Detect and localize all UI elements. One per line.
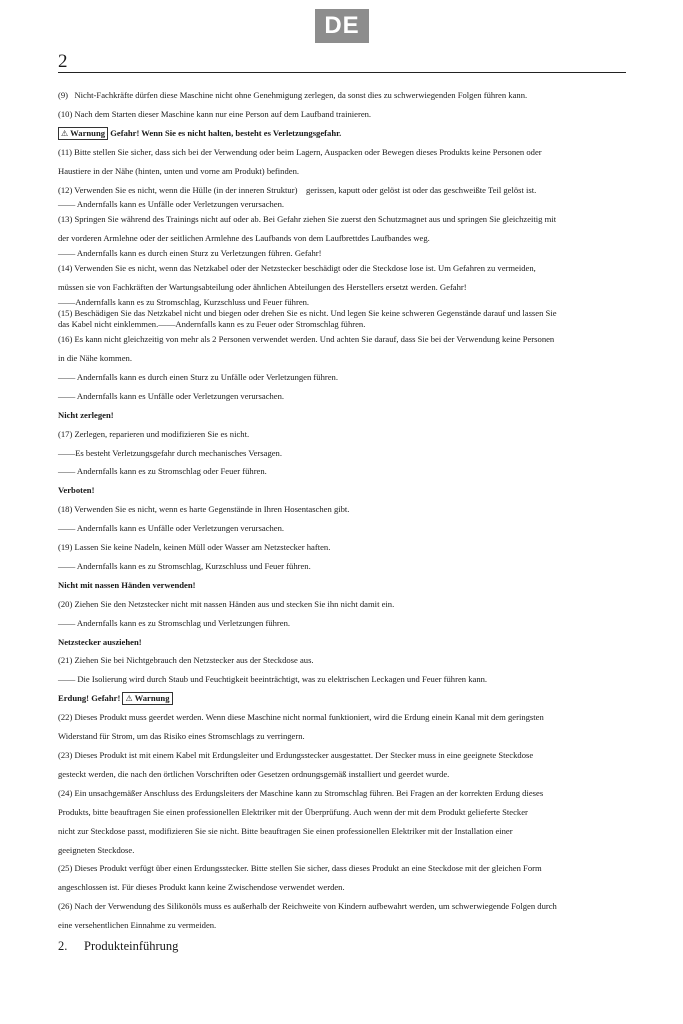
list-item-11: (11) Bitte stellen Sie sicher, dass sich bei der Verwendung oder beim Lagern, Auspacken oder Bewegen dieses Produkts keine Personen oder <box>58 146 542 157</box>
warning-triangle-icon-2: ⚠ <box>125 694 133 704</box>
list-item-19: (19) Lassen Sie keine Nadeln, keinen Müll oder Wasser am Netzstecker haften. <box>58 542 331 553</box>
list-item-17-note-1: ——Es besteht Verletzungsgefahr durch mechanisches Versagen. <box>58 447 283 458</box>
section-heading <box>58 935 628 957</box>
list-item-25-continued: angeschlossen ist. Für dieses Produkt kann keine Zwischendose verwendet werden. <box>58 882 345 893</box>
list-item-22: (22) Dieses Produkt muss geerdet werden. Wenn diese Maschine nicht normal funktioniert, wird die Erdung einein Kanal mit dem geringsten <box>58 712 544 723</box>
page-number: 2 <box>58 51 68 72</box>
warning-label <box>58 127 108 140</box>
list-item-18-note: —— Andernfalls kann es Unfälle oder Verletzungen verursachen. <box>58 523 285 534</box>
list-item-25: (25) Dieses Produkt verfügt über einen Erdungsstecker. Bitte stellen Sie sicher, dass dieses Produkt an eine Steckdose mit der gleichen Form <box>58 863 542 874</box>
list-item-26-continued: eine versehentlichen Einnahme zu vermeiden. <box>58 920 217 931</box>
heading-nasse-haende: Nicht mit nassen Händen verwenden! <box>58 579 196 590</box>
list-item-23-continued: gesteckt werden, die nach den örtlichen Vorschriften oder Gesetzen ordnungsgemäß installiert und geerdet wurde. <box>58 768 450 779</box>
heading-nicht-zerlegen: Nicht zerlegen! <box>58 409 114 420</box>
list-item-16: (16) Es kann nicht gleichzeitig von mehr als 2 Personen verwendet werden. Und achten Sie darauf, dass Sie bei der Verwendung keine Personen <box>58 334 555 345</box>
warning-label-text-2: Warnung <box>134 693 170 704</box>
heading-erdung: Erdung! Gefahr! <box>58 693 121 704</box>
list-item-26: (26) Nach der Verwendung des Silikonöls muss es außerhalb der Reichweite von Kindern aufbewahrt werden, um schwerwiegende Folgen durch <box>58 901 557 912</box>
list-item-13-continued: der vorderen Armlehne oder der seitlichen Armlehne des Laufbands von dem Laufbrettdes Laufbandes weg. <box>58 233 430 244</box>
list-item-24-continued-3: geeigneten Steckdose. <box>58 844 135 855</box>
list-item-24: (24) Ein unsachgemäßer Anschluss des Erdungsleiters der Maschine kann zu Stromschlag führen. Bei Fragen an der korrekten Erdung dieses <box>58 787 544 798</box>
list-item-20-note: —— Andernfalls kann es zu Stromschlag und Verletzungen führen. <box>58 617 291 628</box>
header-rule <box>58 72 626 73</box>
warning-triangle-icon: ⚠ <box>61 128 69 138</box>
list-item-24-continued-1: Produkts, bitte beauftragen Sie einen professionellen Elektriker mit der Überprüfung. Auch wenn der mit dem Produkt gelieferte Stecker <box>58 806 528 817</box>
warning-label-text: Warnung <box>70 127 106 138</box>
list-item-12: (12) Verwenden Sie es nicht, wenn die Hülle (in der inneren Struktur) gerissen, kaputt oder gelöst ist oder das geschweißte Teil gelöst ist. <box>58 184 537 195</box>
list-item-21: (21) Ziehen Sie bei Nichtgebrauch den Netzstecker aus der Steckdose aus. <box>58 655 314 666</box>
list-item-15-continued: das Kabel nicht einklemmen.——Andernfalls kann es zu Feuer oder Stromschlag führen. <box>58 319 366 330</box>
warning-label-2 <box>122 692 172 705</box>
heading-verboten: Verboten! <box>58 485 95 496</box>
list-item-16-note-1: —— Andernfalls kann es durch einen Sturz zu Unfälle oder Verletzungen führen. <box>58 371 339 382</box>
list-item-16-continued: in die Nähe kommen. <box>58 352 132 363</box>
list-item-22-continued: Widerstand für Strom, um das Risiko eines Stromschlags zu verringern. <box>58 731 305 742</box>
section-title: Produkteinführung <box>84 939 179 954</box>
list-item-15: (15) Beschädigen Sie das Netzkabel nicht und biegen oder drehen Sie es nicht. Und legen Sie keine schweren Gegenstände darauf und lassen Sie <box>58 308 557 319</box>
list-item-11-continued: Haustiere in der Nähe (hinten, unten und vorne am Produkt) befinden. <box>58 165 300 176</box>
list-item-18: (18) Verwenden Sie es nicht, wenn es harte Gegenstände in Ihren Hosentaschen gibt. <box>58 504 350 515</box>
list-item-10: (10) Nach dem Starten dieser Maschine kann nur eine Person auf dem Laufband trainieren. <box>58 108 372 119</box>
list-item-12-note: —— Andernfalls kann es Unfälle oder Verletzungen verursachen. <box>58 199 285 210</box>
list-item-24-continued-2: nicht zur Steckdose passt, modifizieren Sie sie nicht. Bitte beauftragen Sie einen professionellen Elektriker mit der Installation einer <box>58 825 513 836</box>
list-item-14: (14) Verwenden Sie es nicht, wenn das Netzkabel oder der Netzstecker beschädigt oder die Steckdose lose ist. Um Gefahren zu vermeiden, <box>58 263 536 274</box>
list-item-17-note-2: —— Andernfalls kann es zu Stromschlag oder Feuer führen. <box>58 466 267 477</box>
document-body <box>58 86 628 957</box>
list-item-19-note: —— Andernfalls kann es zu Stromschlag, Kurzschluss und Feuer führen. <box>58 560 311 571</box>
list-item-16-note-2: —— Andernfalls kann es Unfälle oder Verletzungen verursachen. <box>58 390 285 401</box>
language-badge: DE <box>315 9 369 43</box>
section-number: 2. <box>58 939 68 954</box>
list-item-13-note: —— Andernfalls kann es durch einen Sturz zu Verletzungen führen. Gefahr! <box>58 248 322 259</box>
warning-line <box>58 124 628 143</box>
list-item-20: (20) Ziehen Sie den Netzstecker nicht mit nassen Händen aus und stecken Sie ihn nicht damit ein. <box>58 598 395 609</box>
list-item-23: (23) Dieses Produkt ist mit einem Kabel mit Erdungsleiter und Erdungsstecker ausgestattet. Der Stecker muss in eine geeignete Steckdose <box>58 750 534 760</box>
list-item-17: (17) Zerlegen, reparieren und modifizieren Sie es nicht. <box>58 428 250 439</box>
list-item-14-continued: müssen sie von Fachkräften der Wartungsabteilung oder ähnlichen Abteilungen des Herstellers ersetzt werden. Gefahr! <box>58 282 467 293</box>
list-item-9: (9) Nicht-Fachkräfte dürfen diese Maschine nicht ohne Genehmigung zerlegen, da sonst dies zu schwerwiegenden Folgen führen kann. <box>58 90 528 100</box>
list-item-21-note: —— Die Isolierung wird durch Staub und Feuchtigkeit beeinträchtigt, was zu elektrischen Leckagen und Feuer führen kann. <box>58 674 488 685</box>
list-item-13: (13) Springen Sie während des Trainings nicht auf oder ab. Bei Gefahr ziehen Sie zuerst den Schutzmagnet aus und springen Sie gleichzeitig mit <box>58 214 557 225</box>
list-item-14-note: ——Andernfalls kann es zu Stromschlag, Kurzschluss und Feuer führen. <box>58 297 310 308</box>
heading-erdung-line <box>58 689 628 708</box>
warning-text: Gefahr! Wenn Sie es nicht halten, besteht es Verletzungsgefahr. <box>110 127 342 138</box>
heading-netzstecker-ausziehen: Netzstecker ausziehen! <box>58 636 142 647</box>
